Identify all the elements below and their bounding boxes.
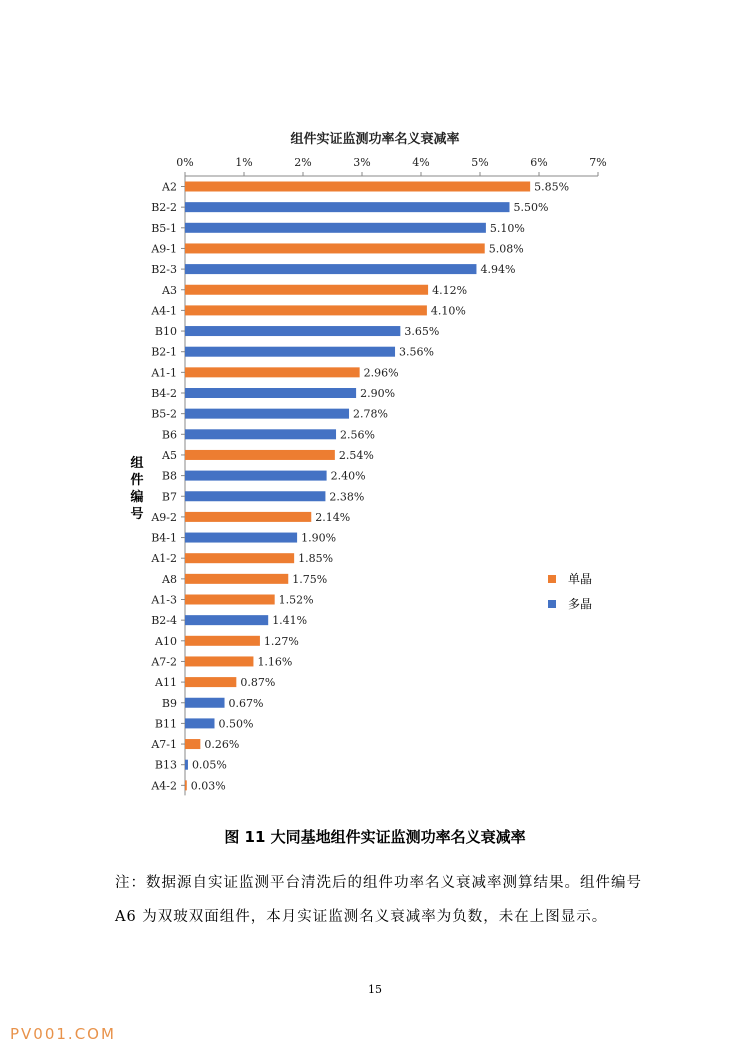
bar-B8 — [185, 471, 327, 481]
category-label-B2-2: B2-2 — [151, 201, 177, 215]
category-label-A2: A2 — [162, 180, 177, 194]
bar-B11 — [185, 718, 215, 728]
bar-A7-2 — [185, 656, 253, 666]
bar-B7 — [185, 491, 325, 501]
category-label-A7-1: A7-1 — [151, 738, 177, 752]
category-label-A1-3: A1-3 — [151, 593, 177, 607]
bar-A1-1 — [185, 367, 360, 377]
legend — [548, 566, 592, 616]
x-tick-label-5: 5% — [471, 156, 489, 169]
value-label-B7: 2.38% — [329, 490, 365, 504]
x-tick-label-1: 1% — [235, 156, 253, 169]
bar-A5 — [185, 450, 335, 460]
legend-item-mono — [548, 566, 592, 591]
value-label-B8: 2.40% — [330, 469, 366, 483]
x-tick-label-7: 7% — [589, 156, 607, 169]
value-label-A4-2: 0.03% — [190, 779, 226, 793]
category-label-B13: B13 — [154, 758, 177, 772]
x-tick-label-4: 4% — [412, 156, 430, 169]
bar-A1-2 — [185, 553, 294, 563]
value-label-B9: 0.67% — [228, 696, 264, 710]
category-label-B5-2: B5-2 — [151, 407, 177, 421]
value-label-B13: 0.05% — [191, 758, 227, 772]
category-label-B5-1: B5-1 — [151, 221, 177, 235]
category-label-B6: B6 — [161, 428, 177, 442]
value-label-A3: 4.12% — [432, 283, 468, 297]
category-label-A8: A8 — [162, 572, 177, 586]
bar-A7-1 — [185, 739, 200, 749]
value-label-A9-1: 5.08% — [488, 242, 524, 256]
bar-B2-1 — [185, 347, 395, 357]
bar-B5-1 — [185, 223, 486, 233]
bar-A4-2 — [185, 780, 187, 790]
value-label-A9-2: 2.14% — [315, 510, 351, 524]
category-label-B7: B7 — [161, 490, 177, 504]
category-label-B10: B10 — [154, 325, 177, 339]
category-label-A11: A11 — [155, 676, 177, 690]
bar-B13 — [185, 760, 188, 770]
value-label-A1-3: 1.52% — [278, 593, 314, 607]
value-label-A7-1: 0.26% — [204, 738, 240, 752]
category-label-A1-1: A1-1 — [151, 366, 177, 380]
bar-A10 — [185, 636, 260, 646]
bar-A2 — [185, 182, 530, 192]
category-label-A10: A10 — [155, 634, 177, 648]
category-label-A7-2: A7-2 — [151, 655, 177, 669]
legend-swatch-mono — [548, 575, 556, 583]
bar-B4-1 — [185, 533, 297, 543]
bar-A4-1 — [185, 305, 427, 315]
category-label-B11: B11 — [154, 717, 177, 731]
value-label-B5-2: 2.78% — [353, 407, 388, 421]
legend-label-mono: 单晶 — [568, 572, 593, 586]
bar-A9-1 — [185, 243, 485, 253]
x-tick-label-6: 6% — [530, 156, 548, 169]
note-paragraph: 注：数据源自实证监测平台清洗后的组件功率名义衰减率测算结果。组件编号 A6 为双玻双面组件，本月实证监测名义衰减率为负数，未在上图显示。 — [115, 875, 642, 925]
page-number: 15 — [368, 983, 382, 996]
bar-B5-2 — [185, 409, 349, 419]
value-label-A1-1: 2.96% — [363, 366, 399, 380]
category-label-A9-1: A9-1 — [151, 242, 177, 256]
value-label-A2: 5.85% — [534, 180, 570, 194]
value-label-B2-1: 3.56% — [399, 345, 434, 359]
bar-A8 — [185, 574, 288, 584]
category-label-B2-1: B2-1 — [151, 345, 177, 359]
bar-B9 — [185, 698, 225, 708]
category-label-A4-1: A4-1 — [151, 304, 177, 318]
category-label-A9-2: A9-2 — [151, 510, 177, 524]
x-tick-label-0: 0% — [176, 156, 194, 169]
category-label-A5: A5 — [162, 448, 177, 462]
category-label-B2-4: B2-4 — [151, 614, 177, 628]
figure-caption: 图 11 大同基地组件实证监测功率名义衰减率 — [224, 828, 526, 846]
category-label-A4-2: A4-2 — [151, 779, 177, 793]
bar-A11 — [185, 677, 236, 687]
bar-B2-2 — [185, 202, 510, 212]
category-label-B4-2: B4-2 — [151, 387, 177, 400]
value-label-A5: 2.54% — [338, 448, 374, 462]
value-label-B6: 2.56% — [340, 428, 375, 442]
legend-label-poly: 多晶 — [568, 597, 593, 611]
category-label-A1-2: A1-2 — [151, 552, 177, 566]
legend-swatch-poly — [548, 600, 556, 608]
value-label-A4-1: 4.10% — [430, 304, 466, 318]
category-label-A3: A3 — [162, 283, 177, 297]
value-label-B2-2: 5.50% — [513, 201, 549, 215]
value-label-B5-1: 5.10% — [489, 221, 525, 235]
bar-A9-2 — [185, 512, 311, 522]
y-axis-title: 组件编号 — [130, 456, 144, 522]
category-label-B4-1: B4-1 — [151, 531, 177, 545]
value-label-A11: 0.87% — [240, 676, 276, 690]
value-label-B2-3: 4.94% — [480, 263, 516, 277]
category-label-B9: B9 — [161, 696, 177, 710]
value-label-A7-2: 1.16% — [257, 655, 293, 669]
category-label-B8: B8 — [161, 469, 177, 483]
category-label-B2-3: B2-3 — [151, 263, 177, 277]
bar-B2-3 — [185, 264, 476, 274]
legend-item-poly — [548, 591, 592, 616]
bar-A1-3 — [185, 595, 275, 605]
chart-title: 组件实证监测功率名义衰减率 — [290, 132, 460, 147]
value-label-A1-2: 1.85% — [298, 552, 334, 566]
value-label-B4-1: 1.90% — [301, 531, 337, 545]
value-label-B10: 3.65% — [404, 325, 440, 339]
value-label-B11: 0.50% — [218, 717, 254, 731]
bar-B2-4 — [185, 615, 268, 625]
x-tick-label-2: 2% — [294, 156, 312, 169]
value-label-A10: 1.27% — [263, 634, 299, 648]
bar-B4-2 — [185, 388, 356, 398]
value-label-B4-2: 2.90% — [360, 387, 396, 400]
x-tick-label-3: 3% — [353, 156, 371, 169]
bar-B10 — [185, 326, 400, 336]
value-label-B2-4: 1.41% — [272, 614, 308, 628]
bar-B6 — [185, 429, 336, 439]
bar-A3 — [185, 285, 428, 295]
value-label-A8: 1.75% — [292, 572, 328, 586]
watermark: PV001.COM — [10, 1025, 116, 1043]
